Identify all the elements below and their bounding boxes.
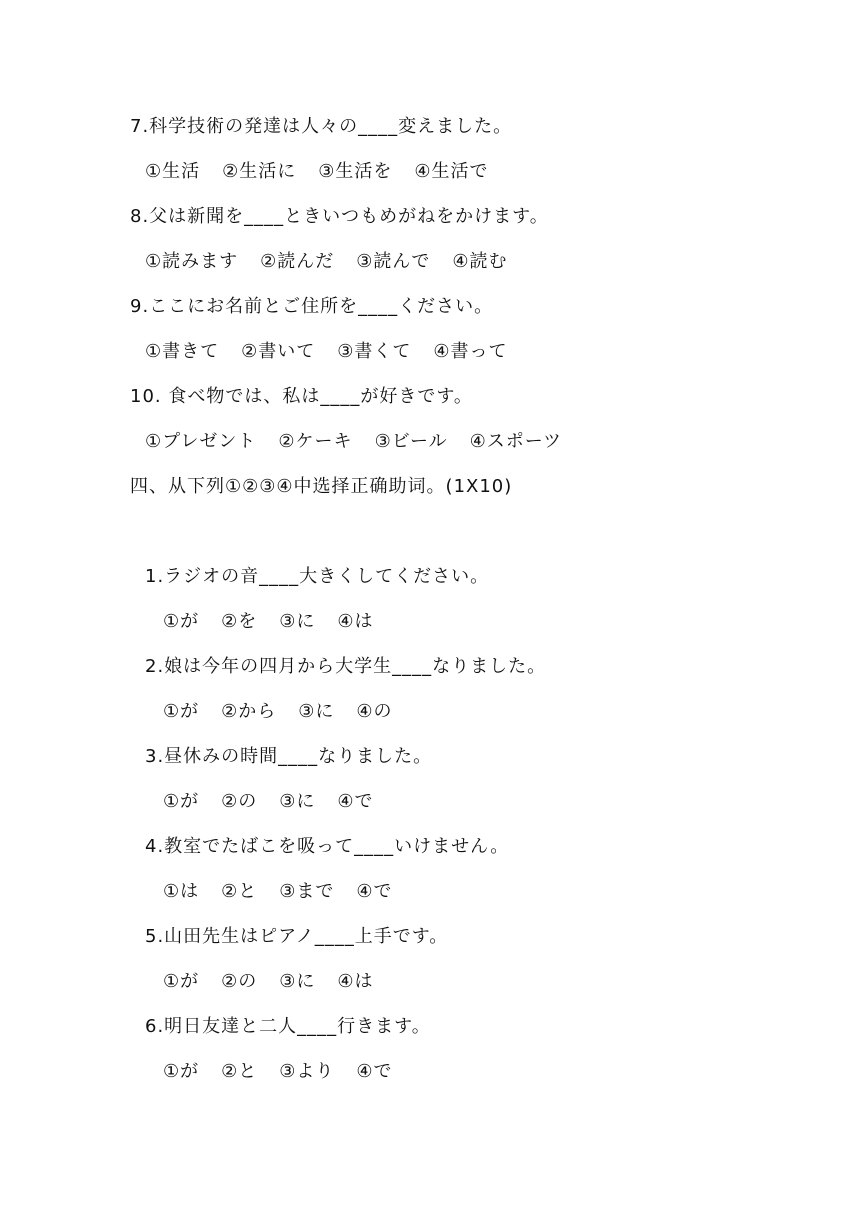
option[interactable]: ④で [356, 881, 393, 902]
option[interactable]: ③まで [279, 881, 335, 902]
options-1 [163, 609, 374, 635]
option[interactable]: ①書きて [145, 341, 220, 362]
options-10 [145, 429, 562, 455]
option[interactable]: ②書いて [241, 341, 316, 362]
options-3 [163, 789, 374, 815]
options-8 [145, 249, 508, 275]
option[interactable]: ③に [279, 971, 316, 992]
option[interactable]: ②から [221, 701, 277, 722]
option[interactable]: ③読んで [356, 251, 431, 272]
question-10: 10. 食べ物では、私は____が好きです。 [130, 386, 473, 407]
option[interactable]: ④で [356, 1061, 393, 1082]
option[interactable]: ③に [279, 791, 316, 812]
question-6: 6.明日友達と二人____行きます。 [145, 1016, 431, 1037]
question-7: 7.科学技術の発達は人々の____変えました。 [130, 116, 513, 137]
option[interactable]: ④で [337, 791, 374, 812]
option[interactable]: ①生活 [145, 161, 201, 182]
options-4 [163, 879, 393, 905]
option[interactable]: ③書くて [337, 341, 412, 362]
option[interactable]: ②生活に [222, 161, 297, 182]
option[interactable]: ②と [221, 881, 258, 902]
options-5 [163, 969, 374, 995]
option[interactable]: ④は [337, 971, 374, 992]
option[interactable]: ②の [221, 791, 258, 812]
option[interactable]: ②と [221, 1061, 258, 1082]
option[interactable]: ①が [163, 791, 200, 812]
option[interactable]: ②ケーキ [278, 431, 353, 452]
option[interactable]: ①プレゼント [145, 431, 257, 452]
question-1: 1.ラジオの音____大きくしてください。 [145, 566, 490, 587]
question-5: 5.山田先生はピアノ____上手です。 [145, 926, 449, 947]
option[interactable]: ③に [298, 701, 335, 722]
section-heading: 四、从下列①②③④中选择正确助词。(1X10) [130, 476, 513, 497]
option[interactable]: ③に [279, 611, 316, 632]
option[interactable]: ④読む [452, 251, 508, 272]
option[interactable]: ①は [163, 881, 200, 902]
option[interactable]: ④スポーツ [469, 431, 563, 452]
question-2: 2.娘は今年の四月から大学生____なりました。 [145, 656, 547, 677]
question-4: 4.教室でたばこを吸って____いけません。 [145, 836, 510, 857]
option[interactable]: ②の [221, 971, 258, 992]
option[interactable]: ①読みます [145, 251, 239, 272]
options-9 [145, 339, 508, 365]
option[interactable]: ①が [163, 971, 200, 992]
option[interactable]: ①が [163, 611, 200, 632]
option[interactable]: ④書って [433, 341, 508, 362]
option[interactable]: ①が [163, 701, 200, 722]
option[interactable]: ②を [221, 611, 258, 632]
options-6 [163, 1059, 393, 1085]
option[interactable]: ③ビール [374, 431, 448, 452]
options-7 [145, 159, 489, 185]
option[interactable]: ③より [279, 1061, 335, 1082]
option[interactable]: ①が [163, 1061, 200, 1082]
option[interactable]: ④生活で [414, 161, 489, 182]
option[interactable]: ④の [356, 701, 393, 722]
option[interactable]: ③生活を [318, 161, 393, 182]
question-8: 8.父は新聞を____ときいつもめがねをかけます。 [130, 206, 549, 227]
option[interactable]: ②読んだ [260, 251, 335, 272]
question-3: 3.昼休みの時間____なりました。 [145, 746, 433, 767]
options-2 [163, 699, 393, 725]
question-9: 9.ここにお名前とご住所を____ください。 [130, 296, 494, 317]
option[interactable]: ④は [337, 611, 374, 632]
